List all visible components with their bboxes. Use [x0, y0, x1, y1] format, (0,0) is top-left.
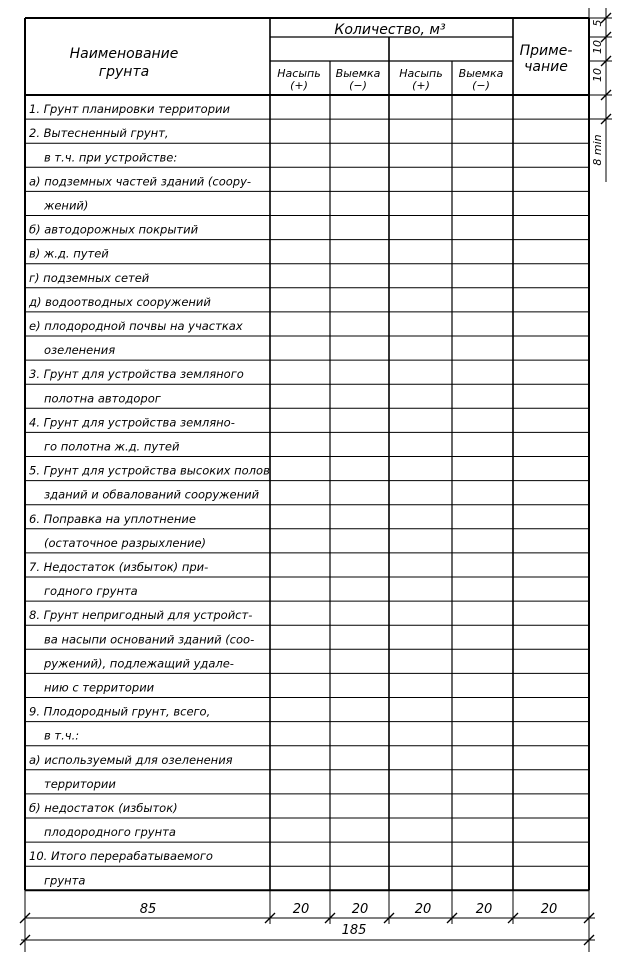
row-label: 3. Грунт для устройства земляного [29, 367, 244, 382]
row-label: ва насыпи оснований зданий (соо- [44, 632, 255, 647]
row-label: жений) [44, 198, 89, 213]
row-label: 8. Грунт непригодный для устройст- [29, 608, 253, 623]
dim-side-8min: 8 min [591, 134, 604, 166]
row-label: а) используемый для озеленения [29, 752, 233, 767]
col-header-2-l1: Выемка [335, 67, 381, 80]
dim-side-5: 5 [591, 19, 604, 27]
dim-side-10b: 10 [591, 68, 604, 82]
row-label: грунта [44, 873, 86, 888]
header-name-line2: грунта [98, 64, 150, 80]
row-label: 2. Вытесненный грунт, [29, 126, 169, 141]
col-header-2-l2: (−) [349, 79, 367, 92]
row-label: 4. Грунт для устройства земляно- [29, 415, 235, 430]
row-label: 7. Недостаток (избыток) при- [29, 560, 209, 574]
row-label: го полотна ж.д. путей [44, 439, 180, 454]
dim-side-10a: 10 [591, 40, 604, 54]
row-label: в т.ч. при устройстве: [44, 150, 178, 165]
row-label: (остаточное разрыхление) [44, 535, 207, 550]
row-label: г) подземных сетей [29, 270, 150, 285]
col-header-3-l1: Насыпь [399, 67, 443, 80]
row-label: зданий и обвалований сооружений [44, 487, 260, 502]
col-header-1-l2: (+) [290, 79, 308, 92]
row-label: озеленения [44, 343, 116, 358]
col-header-1-l1: Насыпь [277, 67, 321, 80]
header-name-line1: Наименование [69, 46, 179, 62]
row-label: в т.ч.: [44, 728, 80, 743]
row-label: б) недостаток (избыток) [29, 801, 178, 815]
dim-col-4: 20 [475, 902, 493, 917]
col-header-4-l2: (−) [472, 79, 490, 92]
row-label: 5. Грунт для устройства высоких полов [29, 463, 270, 478]
dim-first-col: 85 [139, 902, 157, 917]
row-label: 6. Поправка на уплотнение [29, 511, 196, 526]
dim-col-3: 20 [414, 902, 432, 917]
dim-col-1: 20 [292, 902, 310, 917]
row-label: территории [44, 776, 116, 791]
header-quantity: Количество, м³ [334, 22, 446, 38]
dim-col-5: 20 [540, 902, 558, 917]
col-header-4-l1: Выемка [458, 67, 504, 80]
header-note-line2: чание [524, 59, 568, 75]
row-label: 10. Итого перерабатываемого [29, 849, 213, 864]
row-label: 1. Грунт планировки территории [29, 102, 230, 117]
row-label: в) ж.д. путей [29, 246, 109, 261]
header-note-line1: Приме- [519, 43, 573, 59]
row-label: плодородного грунта [44, 825, 176, 840]
row-label: 9. Плодородный грунт, всего, [29, 704, 211, 719]
row-label: нию с территории [44, 680, 155, 695]
row-label: ружений), подлежащий удале- [44, 656, 234, 671]
row-label: а) подземных частей зданий (соору- [29, 174, 252, 189]
dim-total: 185 [341, 923, 367, 938]
row-label: полотна автодорог [44, 391, 161, 406]
col-header-3-l2: (+) [412, 79, 430, 92]
row-label: б) автодорожных покрытий [29, 222, 199, 237]
row-label: д) водоотводных сооружений [29, 294, 211, 309]
row-label: годного грунта [44, 584, 138, 599]
row-label: е) плодородной почвы на участках [29, 319, 243, 333]
dim-col-2: 20 [351, 902, 369, 917]
